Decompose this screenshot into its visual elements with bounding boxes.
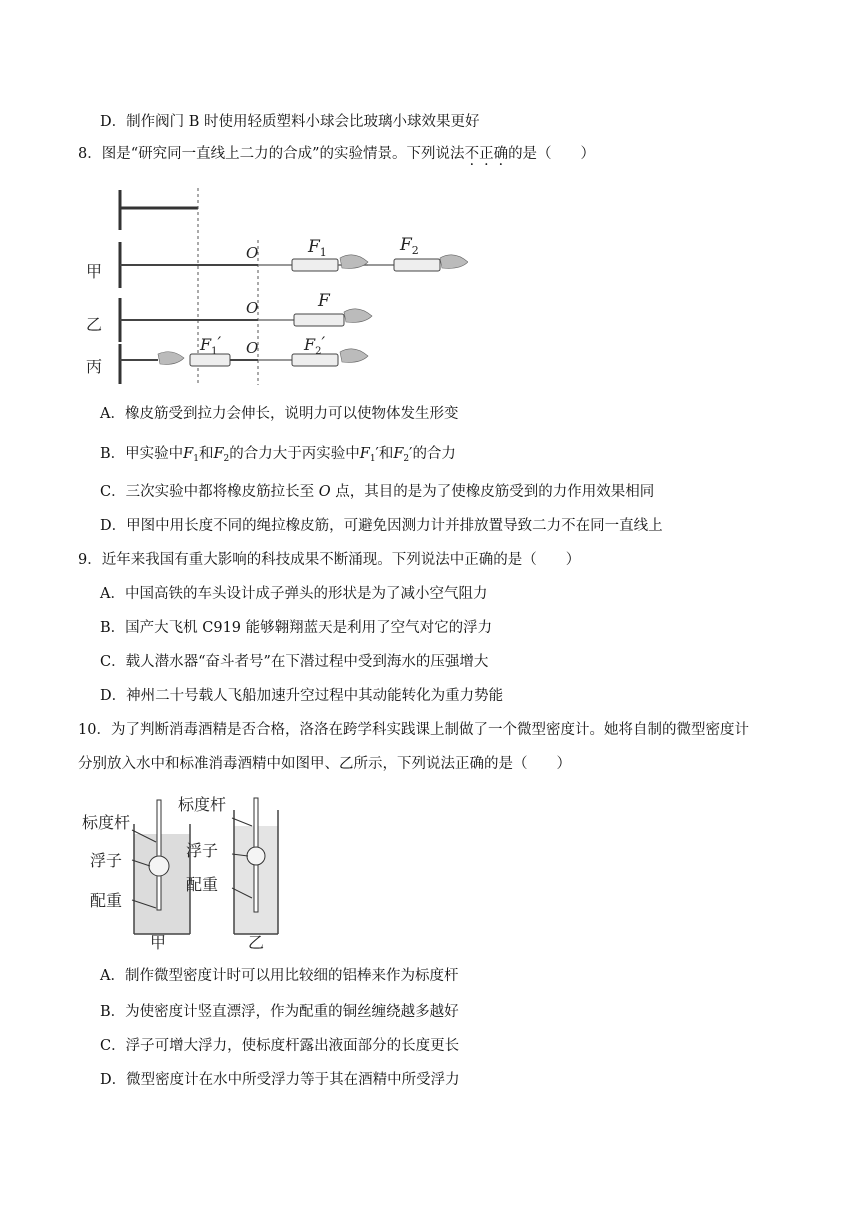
- fig-label-weight: 配重: [186, 875, 219, 894]
- q8-b-var: F: [359, 446, 370, 462]
- q8-b-text: 的合力: [412, 446, 456, 462]
- q8-stem-post: 的是（ ）: [508, 146, 596, 162]
- q10-option-a: A．制作微型密度计时可以用比较细的铝棒来作为标度杆: [100, 968, 459, 984]
- q9-option-a: A．中国高铁的车头设计成子弹头的形状是为了减小空气阻力: [100, 586, 488, 602]
- q8-c-text: 点，其目的是为了使橡皮筋受到的力作用效果相同: [335, 484, 655, 500]
- q10-option-d: D．微型密度计在水中所受浮力等于其在酒精中所受浮力: [100, 1072, 460, 1088]
- q8-option-b: [100, 444, 456, 469]
- q8-option-a: A．橡皮筋受到拉力会伸长，说明力可以使物体发生形变: [100, 406, 459, 422]
- q9-stem: 9．近年来我国有重大影响的科技成果不断涌现。下列说法中正确的是（ ）: [78, 552, 581, 568]
- q8-emphasis-char: 确: [493, 146, 509, 162]
- fig-row-label-jia: 甲: [86, 262, 103, 281]
- fig-row-label-bing: 丙: [86, 357, 103, 376]
- fig-label-f2-prime: [303, 333, 325, 357]
- q8-b-var: F: [393, 446, 404, 462]
- fig-label-weight: 配重: [90, 891, 123, 910]
- fig-f2-sub: 2: [411, 244, 419, 257]
- q8-b-sub: 1: [369, 454, 376, 464]
- q8-b-text: 的合力大于丙实验中: [229, 446, 360, 462]
- q8-option-c: [100, 482, 654, 502]
- q8-force-figure: [78, 180, 468, 385]
- q7-option-d: D．制作阀门 B 时使用轻质塑料小球会比玻璃小球效果更好: [100, 114, 480, 130]
- fig-label-rod: 标度杆: [178, 795, 227, 814]
- fig-label-f: F: [318, 291, 330, 311]
- fig-f1p-sub: 1: [211, 346, 218, 357]
- fig-label-o: O: [246, 244, 259, 262]
- fig-label-f1: [307, 237, 327, 259]
- q8-b-var: F: [213, 446, 224, 462]
- q8-b-sub: 2: [223, 454, 230, 464]
- fig-label-float: 浮子: [90, 851, 123, 870]
- q8-option-d: D．甲图中用长度不同的绳拉橡皮筋，可避免因测力计并排放置导致二力不在同一直线上: [100, 518, 663, 534]
- q8-b-var: F: [183, 446, 194, 462]
- q9-option-d: D．神州二十号载人飞船加速升空过程中其动能转化为重力势能: [100, 688, 504, 704]
- q9-option-c: C．载人潜水器“奋斗者号”在下潜过程中受到海水的压强增大: [100, 654, 489, 670]
- fig-label-o: O: [246, 339, 259, 357]
- q10-option-b: B．为使密度计竖直漂浮，作为配重的铜丝缠绕越多越好: [100, 1004, 459, 1020]
- fig-f1-sub: 1: [319, 246, 327, 259]
- fig-label-f2: [399, 235, 419, 257]
- q9-option-b: B．国产大飞机 C919 能够翱翔蓝天是利用了空气对它的浮力: [100, 620, 493, 636]
- q10-hydrometer-figure: [82, 790, 292, 950]
- q10-stem-line1: 10．为了判断消毒酒精是否合格，洛洛在跨学科实践课上制做了一个微型密度计。她将自制的微型密度计: [78, 722, 749, 738]
- q8-c-var: O: [318, 484, 331, 500]
- fig-label-rod: 标度杆: [82, 813, 131, 832]
- q8-stem-pre: 8．图是“研究同一直线上二力的合成”的实验情景。下列说法: [78, 146, 465, 162]
- q8-b-text: 和: [198, 446, 214, 462]
- q8-b-text: B．甲实验中: [100, 446, 184, 462]
- fig-row-label-yi: 乙: [86, 315, 103, 334]
- q8-b-prime: ′: [375, 446, 379, 462]
- fig-label-yi: 乙: [248, 933, 265, 950]
- fig-f1-letter: F: [308, 237, 320, 257]
- fig-f1p-prime: ′: [217, 333, 222, 352]
- q8-b-sub: 2: [403, 454, 410, 464]
- q8-emphasis-char: 正: [479, 146, 494, 162]
- fig-label-jia: 甲: [150, 933, 167, 950]
- fig-label-o: O: [246, 299, 259, 317]
- q8-b-text: 和: [378, 446, 394, 462]
- q10-stem-line2: 分别放入水中和标准消毒酒精中如图甲、乙所示，下列说法正确的是（ ）: [78, 756, 571, 772]
- fig-f2-letter: F: [400, 235, 412, 255]
- fig-f2p-letter: F: [304, 335, 316, 354]
- fig-f2p-prime: ′: [321, 333, 326, 352]
- fig-label-float: 浮子: [186, 841, 219, 860]
- fig-f1p-letter: F: [200, 335, 212, 354]
- q8-b-sub: 1: [193, 454, 199, 464]
- fig-label-f1-prime: [199, 333, 221, 357]
- q10-option-c: C．浮子可增大浮力，使标度杆露出液面部分的长度更长: [100, 1038, 460, 1054]
- q8-stem: [78, 144, 595, 164]
- q8-emphasis-char: 不: [464, 146, 480, 162]
- q8-b-prime: ′: [409, 446, 413, 462]
- q8-c-text: C．三次实验中都将橡皮筋拉长至: [100, 484, 315, 500]
- fig-f2p-sub: 2: [315, 346, 322, 357]
